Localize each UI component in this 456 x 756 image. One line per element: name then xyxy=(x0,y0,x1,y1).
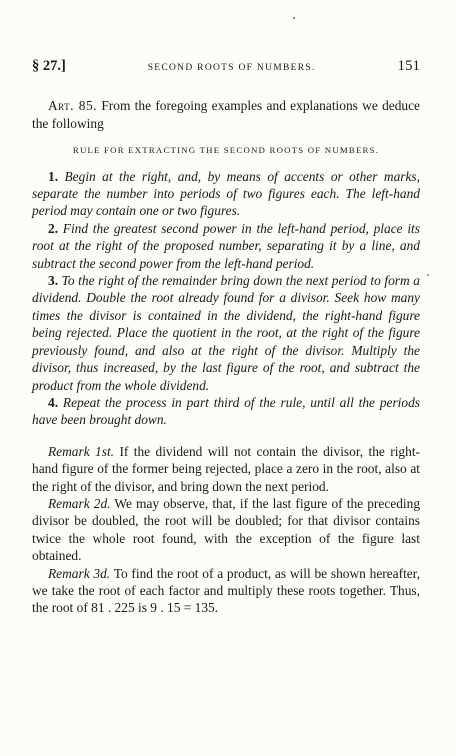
remark-paragraph xyxy=(32,443,420,495)
rule-text: Begin at the right, and, by means of accents or other marks, separate the number into periods of two figures each. The left-hand period may contain one or two figures. xyxy=(32,168,420,219)
remarks-section xyxy=(32,443,420,617)
remark-paragraph xyxy=(32,495,420,565)
running-title: SECOND ROOTS OF NUMBERS. xyxy=(147,63,316,73)
article-text: From the foregoing examples and explanations we deduce the following xyxy=(32,98,420,131)
remark-text: If the dividend will not contain the divisor, the right-hand figure of the former being rejected, place a zero in the root, also at the right of the divisor, and bring down the next period. xyxy=(32,443,420,494)
remark-paragraph xyxy=(32,565,420,617)
rule-number: 4. xyxy=(48,394,59,410)
stray-mark xyxy=(293,17,295,19)
page-number: 151 xyxy=(397,58,420,74)
rule-number: 1. xyxy=(48,168,59,184)
article-paragraph xyxy=(32,97,420,132)
rule-item xyxy=(32,168,420,220)
rule-item xyxy=(32,220,420,272)
rule-heading: RULE FOR EXTRACTING THE SECOND ROOTS OF NUMBERS. xyxy=(72,145,380,156)
book-page xyxy=(32,58,420,617)
remark-label: Remark 1st. xyxy=(48,443,115,459)
rule-number: 2. xyxy=(48,220,59,236)
rule-number: 3. xyxy=(48,273,59,289)
remark-label: Remark 2d. xyxy=(48,495,111,511)
rule-text: Repeat the process in part third of the rule, until all the periods have been brought down. xyxy=(32,394,420,428)
stray-mark xyxy=(427,274,429,276)
article-label: Art. 85. xyxy=(48,98,98,114)
remark-text: To find the root of a product, as will be shown hereafter, we take the root of each factor and multiply these roots together. Thus, the root of 81 . 225 is 9 . 15 = 135. xyxy=(32,565,421,616)
remark-text: We may observe, that, if the last figure of the preceding divisor be doubled, the root will be doubled; for that divisor contains twice the whole root found, with the exception of the figure last obtained. xyxy=(32,495,421,564)
rule-item xyxy=(32,394,420,429)
remark-label: Remark 3d. xyxy=(48,565,111,581)
page-header xyxy=(32,58,420,77)
rule-text: Find the greatest second power in the left-hand period, place its root at the right of the proposed number, separating it by a line, and subtract the second power from the left-hand period. xyxy=(32,220,420,271)
rule-text: To the right of the remainder bring down the next period to form a dividend. Double the root already found for a divisor. Seek how many times the divisor is contained in the dividend, the right-hand figure being rejected. Place the quotient in the root, at the right of the figure previously found, and also at the right of the divisor. Multiply the divisor, thus increased, by the last figure of the root, and subtract the product from the whole dividend. xyxy=(32,273,420,393)
rule-item xyxy=(32,272,420,394)
section-marker: § 27.] xyxy=(32,58,66,74)
